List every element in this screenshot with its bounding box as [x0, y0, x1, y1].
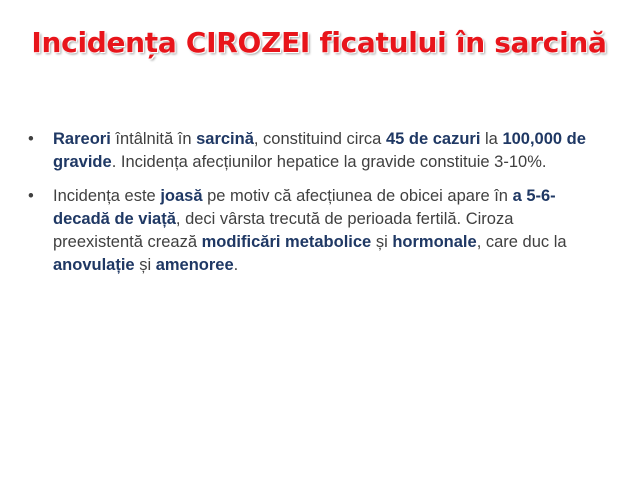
- bullet-segment: sarcină: [196, 130, 254, 148]
- bullet-segment: , constituind circa: [253, 130, 386, 148]
- slide-title: Incidența CIROZEI ficatului în sarcină: [31, 26, 607, 59]
- bullet-segment: 45 de cazuri: [385, 130, 481, 148]
- bullet-segment: și: [134, 256, 156, 274]
- bullet-icon: •: [28, 187, 34, 205]
- bullet-item: [28, 128, 606, 174]
- bullet-segment: modificări metabolice: [201, 233, 372, 251]
- bullet-icon: •: [28, 130, 34, 148]
- bullet-segment: joasă: [160, 187, 203, 205]
- bullet-segment: .: [233, 256, 239, 274]
- bullet-text: [53, 187, 567, 274]
- bullet-segment: , care duc la: [476, 233, 567, 251]
- bullet-segment: anovulație: [53, 256, 135, 274]
- bullet-segment: pe motiv că afecțiunea de obicei apare în: [202, 187, 513, 205]
- bullet-segment: 100,000 de gravide: [53, 130, 586, 171]
- bullet-segment: a 5-6-decadă de viață: [53, 187, 556, 228]
- slide-body: [28, 128, 606, 288]
- bullet-segment: , deci vârsta trecută de perioada fertilă. Ciroza preexistentă crează: [53, 210, 514, 251]
- bullet-segment: întâlnită în: [110, 130, 197, 148]
- bullet-segment: hormonale: [392, 233, 477, 251]
- bullet-text: [53, 130, 586, 171]
- bullet-segment: amenoree: [155, 256, 234, 274]
- bullet-item: [28, 185, 606, 277]
- bullet-segment: Rareori: [53, 130, 111, 148]
- bullet-segment: Incidența este: [53, 187, 161, 205]
- bullet-segment: și: [371, 233, 393, 251]
- bullet-segment: . Incidența afecțiunilor hepatice la gravide constituie 3-10%.: [111, 153, 547, 171]
- bullet-segment: la: [480, 130, 503, 148]
